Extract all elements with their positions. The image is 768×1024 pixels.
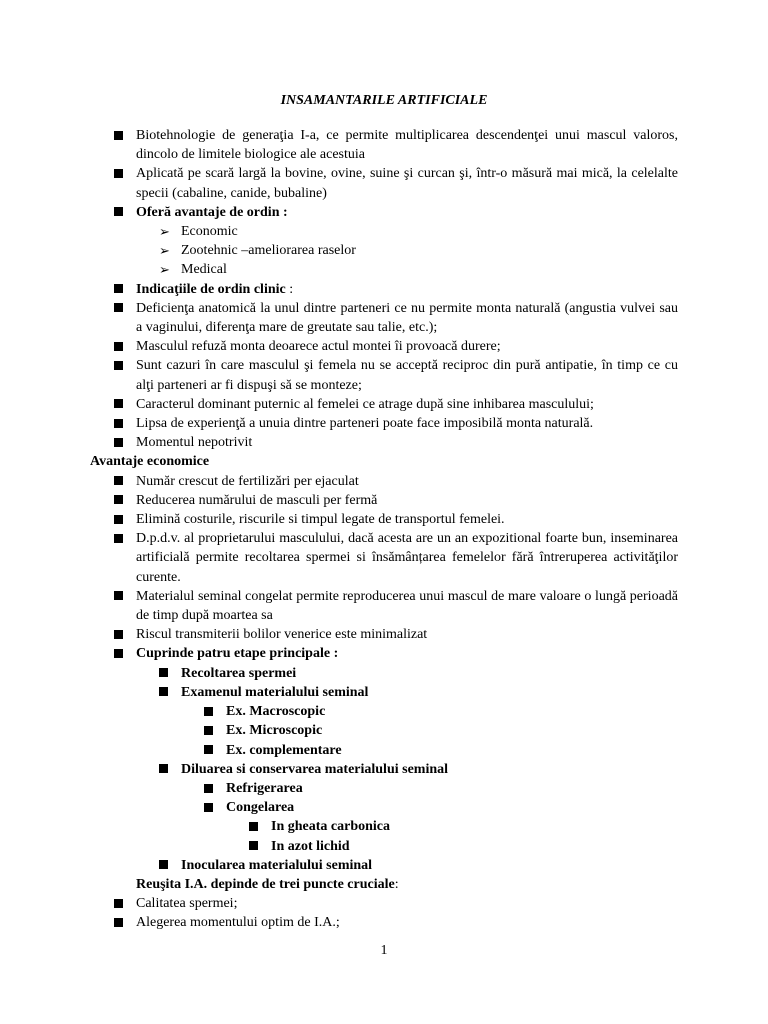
square-bullet-icon: [114, 361, 123, 370]
list-item-text: Congelarea: [226, 800, 295, 816]
square-bullet-icon: [204, 803, 213, 812]
list-item-suffix: :: [394, 876, 399, 892]
square-bullet-icon: [249, 822, 258, 831]
list-item-text: Zootehnic –ameliorarea raselor: [181, 243, 356, 259]
page-number: 1: [380, 943, 388, 958]
list-item: [0, 337, 678, 356]
square-bullet-icon: [114, 303, 123, 312]
list-item-text: Reducerea numărului de masculi per fermă: [136, 492, 378, 508]
list-item-text: Biotehnologie de generaţia I-a, ce permite multiplicarea descendenţei unui mascul valoros, dincolo de limitele biologice ale acestuia: [136, 128, 678, 163]
document-body: [0, 126, 768, 933]
list-item: [0, 433, 678, 452]
square-bullet-icon: [114, 342, 123, 351]
square-bullet-icon: [204, 726, 213, 735]
list-item: [0, 356, 678, 394]
square-bullet-icon: [249, 841, 258, 850]
list-item-text: Aplicată pe scară largă la bovine, ovine, suine şi curcan şi, într-o măsură mai mică, la celelalte specii (cabaline, canide, bubaline): [136, 166, 678, 201]
list-item: [0, 779, 678, 798]
list-item-text: Ex. Macroscopic: [226, 704, 326, 720]
list-item-text: Număr crescut de fertilizări per ejaculat: [136, 473, 359, 489]
list-item-text: Refrigerarea: [226, 780, 303, 796]
list-item-text: Indicaţiile de ordin clinic: [136, 281, 286, 297]
square-bullet-icon: [159, 860, 168, 869]
list-item: [0, 164, 678, 202]
list-item: [0, 587, 678, 625]
list-item: [0, 529, 678, 587]
list-item: [0, 894, 678, 913]
list-item: [0, 299, 678, 337]
square-bullet-icon: [114, 591, 123, 600]
list-item: [0, 241, 678, 260]
list-item: [0, 491, 678, 510]
list-item-text: Riscul transmiterii bolilor venerice este minimalizat: [136, 627, 428, 643]
list-item: [0, 741, 678, 760]
list-item-text: In gheata carbonica: [271, 819, 390, 835]
list-item-text: D.p.d.v. al proprietarului masculului, dacă acesta are un an expozitional foarte bun, inseminarea artificială permite recoltarea spermei si însămânțarea femelelor fără întreruperea activităţilor curente.: [136, 531, 678, 585]
list-item-text: Momentul nepotrivit: [136, 435, 253, 451]
list-item-text: Ex. complementare: [226, 742, 342, 758]
list-item: [0, 683, 678, 702]
list-item-text: Lipsa de experienţă a unuia dintre parteneri poate face imposibilă monta naturală.: [136, 416, 594, 432]
list-item-text: Diluarea si conservarea materialului seminal: [181, 761, 449, 777]
square-bullet-icon: [114, 419, 123, 428]
arrow-bullet-icon: ➢: [159, 243, 170, 259]
list-item-text: Medical: [181, 262, 227, 278]
list-item-text: Cuprinde patru etape principale :: [136, 646, 339, 662]
list-item: [0, 837, 678, 856]
list-item: [0, 203, 678, 222]
list-item-suffix: :: [285, 281, 294, 297]
list-item: [0, 798, 678, 817]
list-item: [0, 817, 678, 836]
list-item-text: Calitatea spermei;: [136, 896, 238, 912]
list-item-text: Oferă avantaje de ordin :: [136, 204, 288, 220]
list-item: [0, 721, 678, 740]
list-item-text: Deficienţa anatomică la unul dintre parteneri ce nu permite monta naturală (angustia vulvei sau a vaginului, diferenţa mare de greutate sau talie, etc.);: [136, 300, 678, 336]
square-bullet-icon: [114, 495, 123, 504]
list-item: [0, 664, 678, 683]
list-item: [0, 875, 678, 894]
list-item: [0, 280, 678, 299]
list-item-text: Elimină costurile, riscurile si timpul legate de transportul femelei.: [136, 512, 505, 528]
list-item: [0, 625, 678, 644]
square-bullet-icon: [114, 476, 123, 485]
square-bullet-icon: [114, 207, 123, 216]
arrow-bullet-icon: ➢: [159, 262, 170, 278]
list-item-text: Economic: [181, 224, 238, 240]
square-bullet-icon: [114, 534, 123, 543]
list-item-text: Avantaje economice: [90, 454, 210, 470]
square-bullet-icon: [114, 169, 123, 178]
list-item-text: Caracterul dominant puternic al femelei ce atrage după sine inhibarea masculului;: [136, 396, 594, 412]
list-item: [0, 760, 678, 779]
list-item: [0, 472, 678, 491]
list-item-text: Masculul refuză monta deoarece actul montei îi provoacă durere;: [136, 339, 501, 355]
list-item-text: Alegerea momentului optim de I.A.;: [136, 915, 340, 931]
list-item-text: Inocularea materialului seminal: [181, 857, 373, 873]
list-item: [0, 644, 678, 663]
list-item: [0, 126, 678, 164]
list-item-text: Materialul seminal congelat permite reproducerea unui mascul de mare valoare o lungă perioadă de timp după moartea sa: [136, 588, 678, 624]
square-bullet-icon: [204, 784, 213, 793]
list-item: [0, 913, 678, 932]
square-bullet-icon: [114, 515, 123, 524]
square-bullet-icon: [204, 707, 213, 716]
list-item: [0, 414, 678, 433]
square-bullet-icon: [114, 131, 123, 140]
square-bullet-icon: [159, 668, 168, 677]
list-item-text: Recoltarea spermei: [181, 665, 297, 681]
list-item-text: In azot lichid: [271, 838, 350, 854]
document-title: INSAMANTARILE ARTIFICIALE: [280, 93, 488, 108]
list-item: [0, 452, 678, 471]
square-bullet-icon: [114, 899, 123, 908]
list-item-text: Reuşita I.A. depinde de trei puncte cruciale: [136, 876, 395, 892]
list-item: [0, 222, 678, 241]
list-item-text: Sunt cazuri în care masculul şi femela nu se acceptă reciproc din pură antipatie, în timp ce cu alţi parteneri ar fi dispuşi să se monteze;: [136, 358, 678, 393]
square-bullet-icon: [204, 745, 213, 754]
square-bullet-icon: [159, 764, 168, 773]
square-bullet-icon: [114, 918, 123, 927]
list-item: [0, 260, 678, 279]
square-bullet-icon: [114, 399, 123, 408]
list-item: [0, 856, 678, 875]
square-bullet-icon: [159, 687, 168, 696]
list-item-text: Examenul materialului seminal: [181, 684, 369, 700]
list-item: [0, 395, 678, 414]
list-item: [0, 510, 678, 529]
square-bullet-icon: [114, 438, 123, 447]
square-bullet-icon: [114, 649, 123, 658]
square-bullet-icon: [114, 284, 123, 293]
arrow-bullet-icon: ➢: [159, 224, 170, 240]
square-bullet-icon: [114, 630, 123, 639]
list-item: [0, 702, 678, 721]
list-item-text: Ex. Microscopic: [226, 723, 323, 739]
